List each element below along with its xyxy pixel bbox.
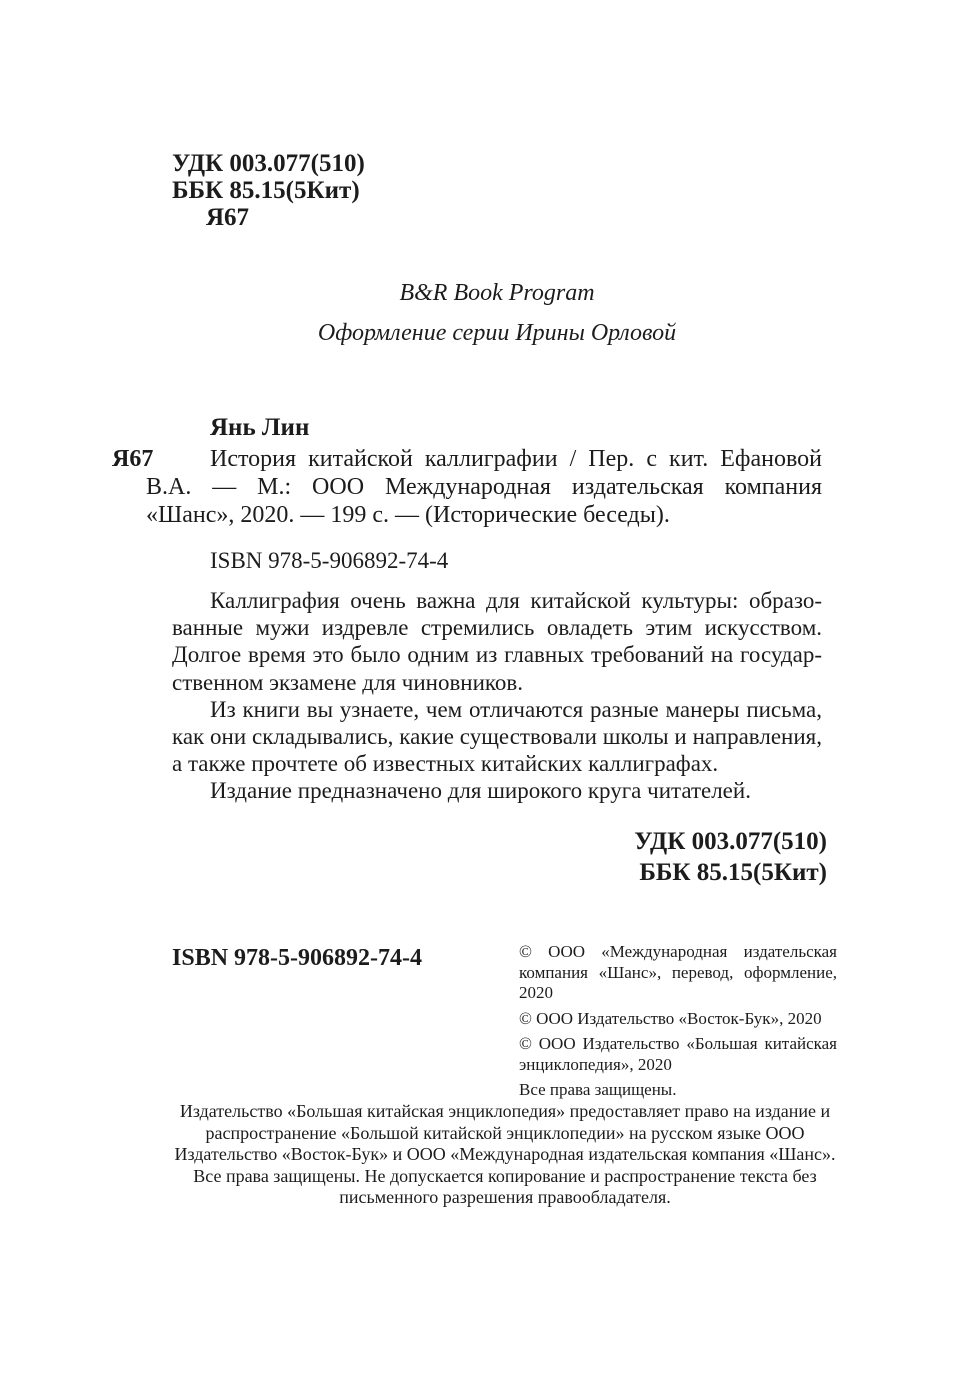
book-program-line: B&R Book Program — [399, 280, 595, 306]
isbn-catalog-line: ISBN 978-5-906892-74-4 — [210, 548, 449, 573]
copyright-line-3: © ООО Издательство «Большая китайская энциклопедия», 2020 — [519, 1034, 837, 1074]
isbn-bold-line: ISBN 978-5-906892-74-4 — [172, 945, 422, 971]
annotation-paragraph-2: Из книги вы узнаете, чем отличаются разные манеры письма, как они складывались, какие существовали школы и направления, а также прочтете об известных китайских каллиграфах. — [172, 696, 822, 777]
bbk-code-right: ББК 85.15(5Кит) — [639, 859, 827, 886]
annotation-block — [172, 587, 822, 805]
series-design-line: Оформление серии Ирины Орловой — [317, 320, 677, 346]
author-name: Янь Лин — [210, 414, 310, 441]
series-info — [172, 278, 822, 348]
copyright-line-2: © ООО Издательство «Восток-Бук», 2020 — [519, 1008, 822, 1028]
legal-notice: Издательство «Большая китайская энциклопедия» предоставляет право на издание и распространение «Большой китайской энциклопедии» на русском языке ООО Издательство «Восток-Бук» и ООО «Международная издательская компания «Шанс». Все права защищены. Не допускается копирование и распространение текста без письменного разрешения правообладателя. — [174, 1101, 836, 1207]
annotation-paragraph-1: Каллиграфия очень важна для китайской культуры: образованные мужи издревле стремились овладеть этим искусством. Долгое время это было одним из главных требований на государственном экзамене для чиновников. — [172, 588, 822, 695]
bbk-code-top: ББК 85.15(5Кит) — [172, 177, 360, 204]
classification-codes-top — [172, 150, 365, 231]
udk-code-top: УДК 003.077(510) — [172, 150, 365, 177]
rights-reserved-line: Все права защищены. — [519, 1080, 677, 1099]
catalog-author-sign: Я67 — [112, 446, 154, 472]
catalog-entry: История китайской каллиграфии / Пер. с кит. Ефановой В.А. — М.: ООО Международная издательская компания «Шанс», 2020. — 199 с. — (Исторические беседы). — [146, 446, 822, 528]
copyright-block — [519, 942, 837, 1101]
author-sign-top: Я67 — [206, 204, 250, 231]
catalog-card — [112, 445, 822, 529]
udk-code-right: УДК 003.077(510) — [634, 828, 827, 855]
copyright-line-1: © ООО «Международная издательская компания «Шанс», перевод, оформление, 2020 — [519, 942, 837, 1002]
classification-codes-right — [172, 826, 827, 888]
annotation-paragraph-3: Издание предназначено для широкого круга читателей. — [210, 778, 751, 804]
